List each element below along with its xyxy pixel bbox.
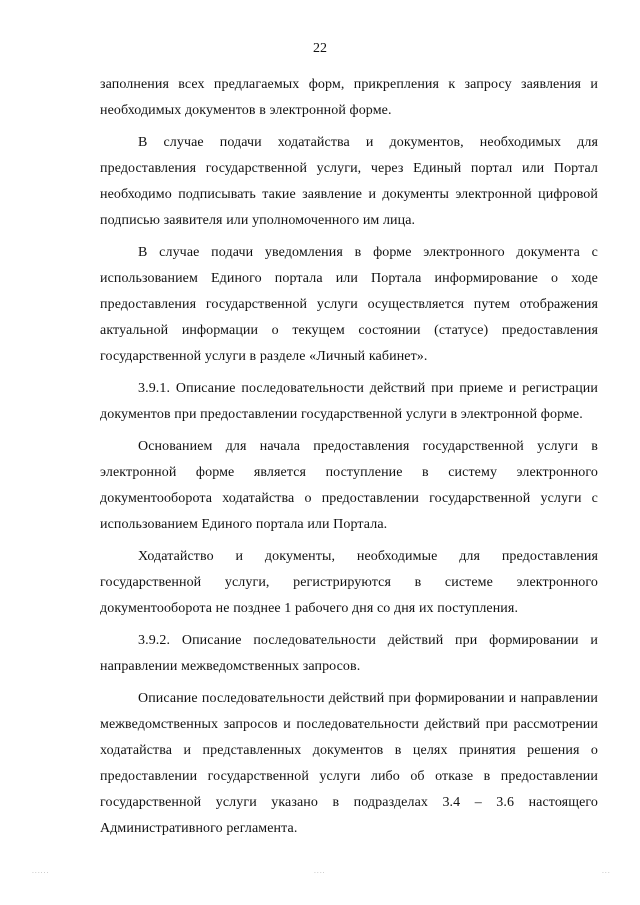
paragraph-7: 3.9.2. Описание последовательности действий при формировании и направлении межведомственных запросов. [100,633,598,674]
paragraph-4: 3.9.1. Описание последовательности действий при приеме и регистрации документов при предоставлении государственной услуги в электронной форме. [100,381,598,422]
paragraph-5: Основанием для начала предоставления государственной услуги в электронной форме является поступление в систему электронного документооборота ходатайства о предоставлении государственной услуги с использованием Единого портала или Портала. [100,439,598,532]
footer-mark-right: ... [602,868,611,875]
paragraph-3: В случае подачи уведомления в форме электронного документа с использованием Единого портала или Портала информирование о ходе предоставления государственной услуги осуществляется путем отображения актуальной информации о текущем состоянии (статусе) предоставления государственной услуги в разделе «Личный кабинет». [100,245,598,364]
paragraph-6: Ходатайство и документы, необходимые для предоставления государственной услуги, регистрируются в системе электронного документооборота не позднее 1 рабочего дня со дня их поступления. [100,549,598,616]
footer-mark-left: ...... [32,868,50,875]
page-number: 22 [313,41,327,56]
footer-mark-center: .... [314,868,326,875]
document-body [100,72,598,842]
paragraph-8: Описание последовательности действий при формировании и направлении межведомственных запросов и последовательности действий при рассмотрении ходатайства и представленных документов в целях принятия решения о предоставлении государственной услуги либо об отказе в предоставлении государственной услуги указано в подразделах 3.4 – 3.6 настоящего Административного регламента. [100,691,598,836]
paragraph-1: заполнения всех предлагаемых форм, прикрепления к запросу заявления и необходимых документов в электронной форме. [100,77,598,118]
paragraph-2: В случае подачи ходатайства и документов, необходимых для предоставления государственной услуги, через Единый портал или Портал необходимо подписывать такие заявление и документы электронной цифровой подписью заявителя или уполномоченного им лица. [100,135,598,228]
